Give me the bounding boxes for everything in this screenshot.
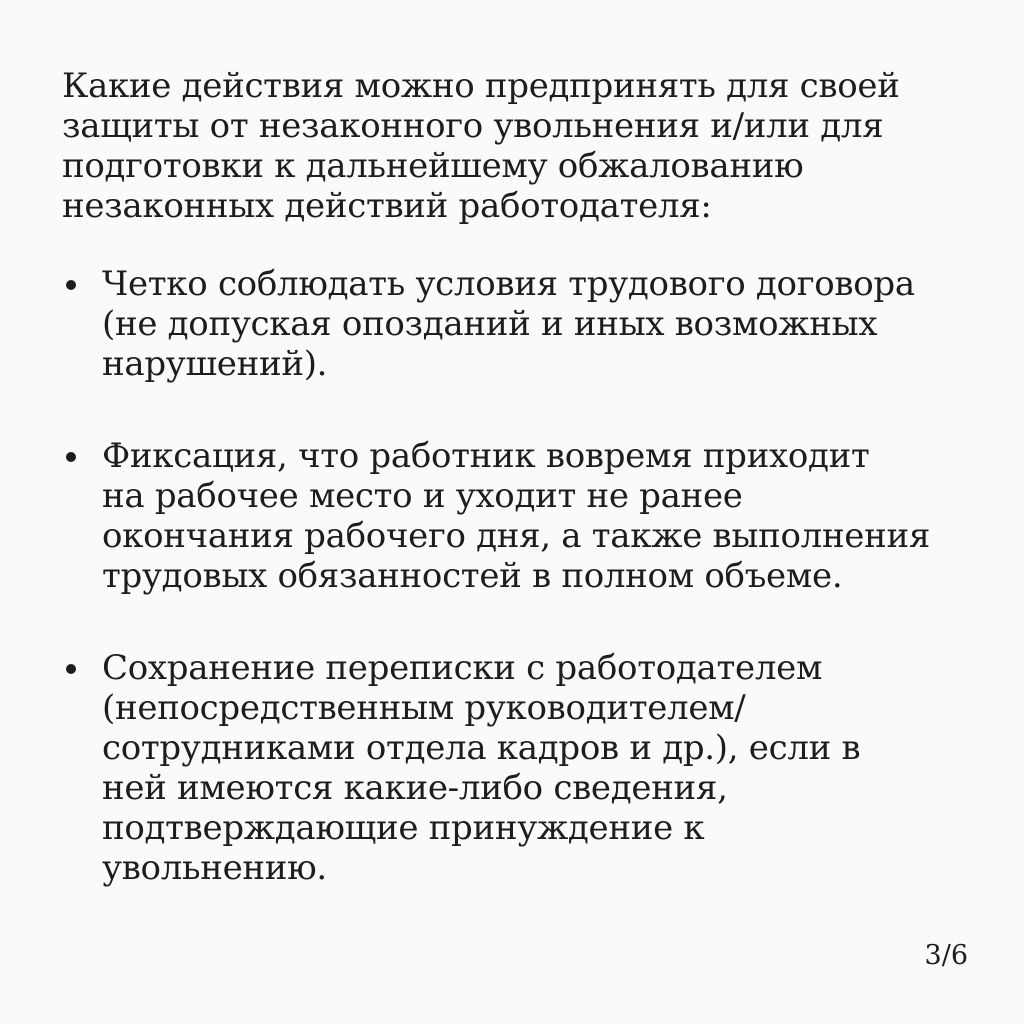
bullet-line: подтверждающие принуждение к xyxy=(102,808,705,848)
bullet-line: ней имеются какие-либо сведения, xyxy=(102,768,728,808)
bullet-line: Сохранение переписки с работодателем xyxy=(102,648,823,688)
bullet-line: (не допуская опозданий и иных возможных xyxy=(102,304,878,344)
bullet-dot-icon xyxy=(66,280,76,290)
bullet-line: окончания рабочего дня, а также выполнения xyxy=(102,516,931,556)
bullet-line: Фиксация, что работник вовремя приходит xyxy=(102,436,870,476)
bullet-line: увольнению. xyxy=(102,848,327,888)
heading-line: незаконных действий работодателя: xyxy=(62,186,712,226)
bullet-line: на рабочее место и уходит не ранее xyxy=(102,476,743,516)
bullet-line: (непосредственным руководителем/ xyxy=(102,688,746,728)
bullet-item xyxy=(62,264,982,384)
bullet-dot-icon xyxy=(66,452,76,462)
bullet-line: нарушений). xyxy=(102,344,328,384)
heading-line: Какие действия можно предпринять для своей xyxy=(62,66,900,106)
bullet-line: трудовых обязанностей в полном объеме. xyxy=(102,556,843,596)
bullet-list xyxy=(62,264,982,888)
bullet-line: Четко соблюдать условия трудового договора xyxy=(102,264,915,304)
page-counter: 3/6 xyxy=(924,940,968,971)
heading-line: защиты от незаконного увольнения и/или для xyxy=(62,106,884,146)
bullet-dot-icon xyxy=(66,664,76,674)
bullet-line: сотрудниками отдела кадров и др.), если в xyxy=(102,728,861,768)
heading-line: подготовки к дальнейшему обжалованию xyxy=(62,146,804,186)
bullet-item xyxy=(62,436,982,596)
slide-heading xyxy=(62,66,982,226)
bullet-item xyxy=(62,648,982,888)
